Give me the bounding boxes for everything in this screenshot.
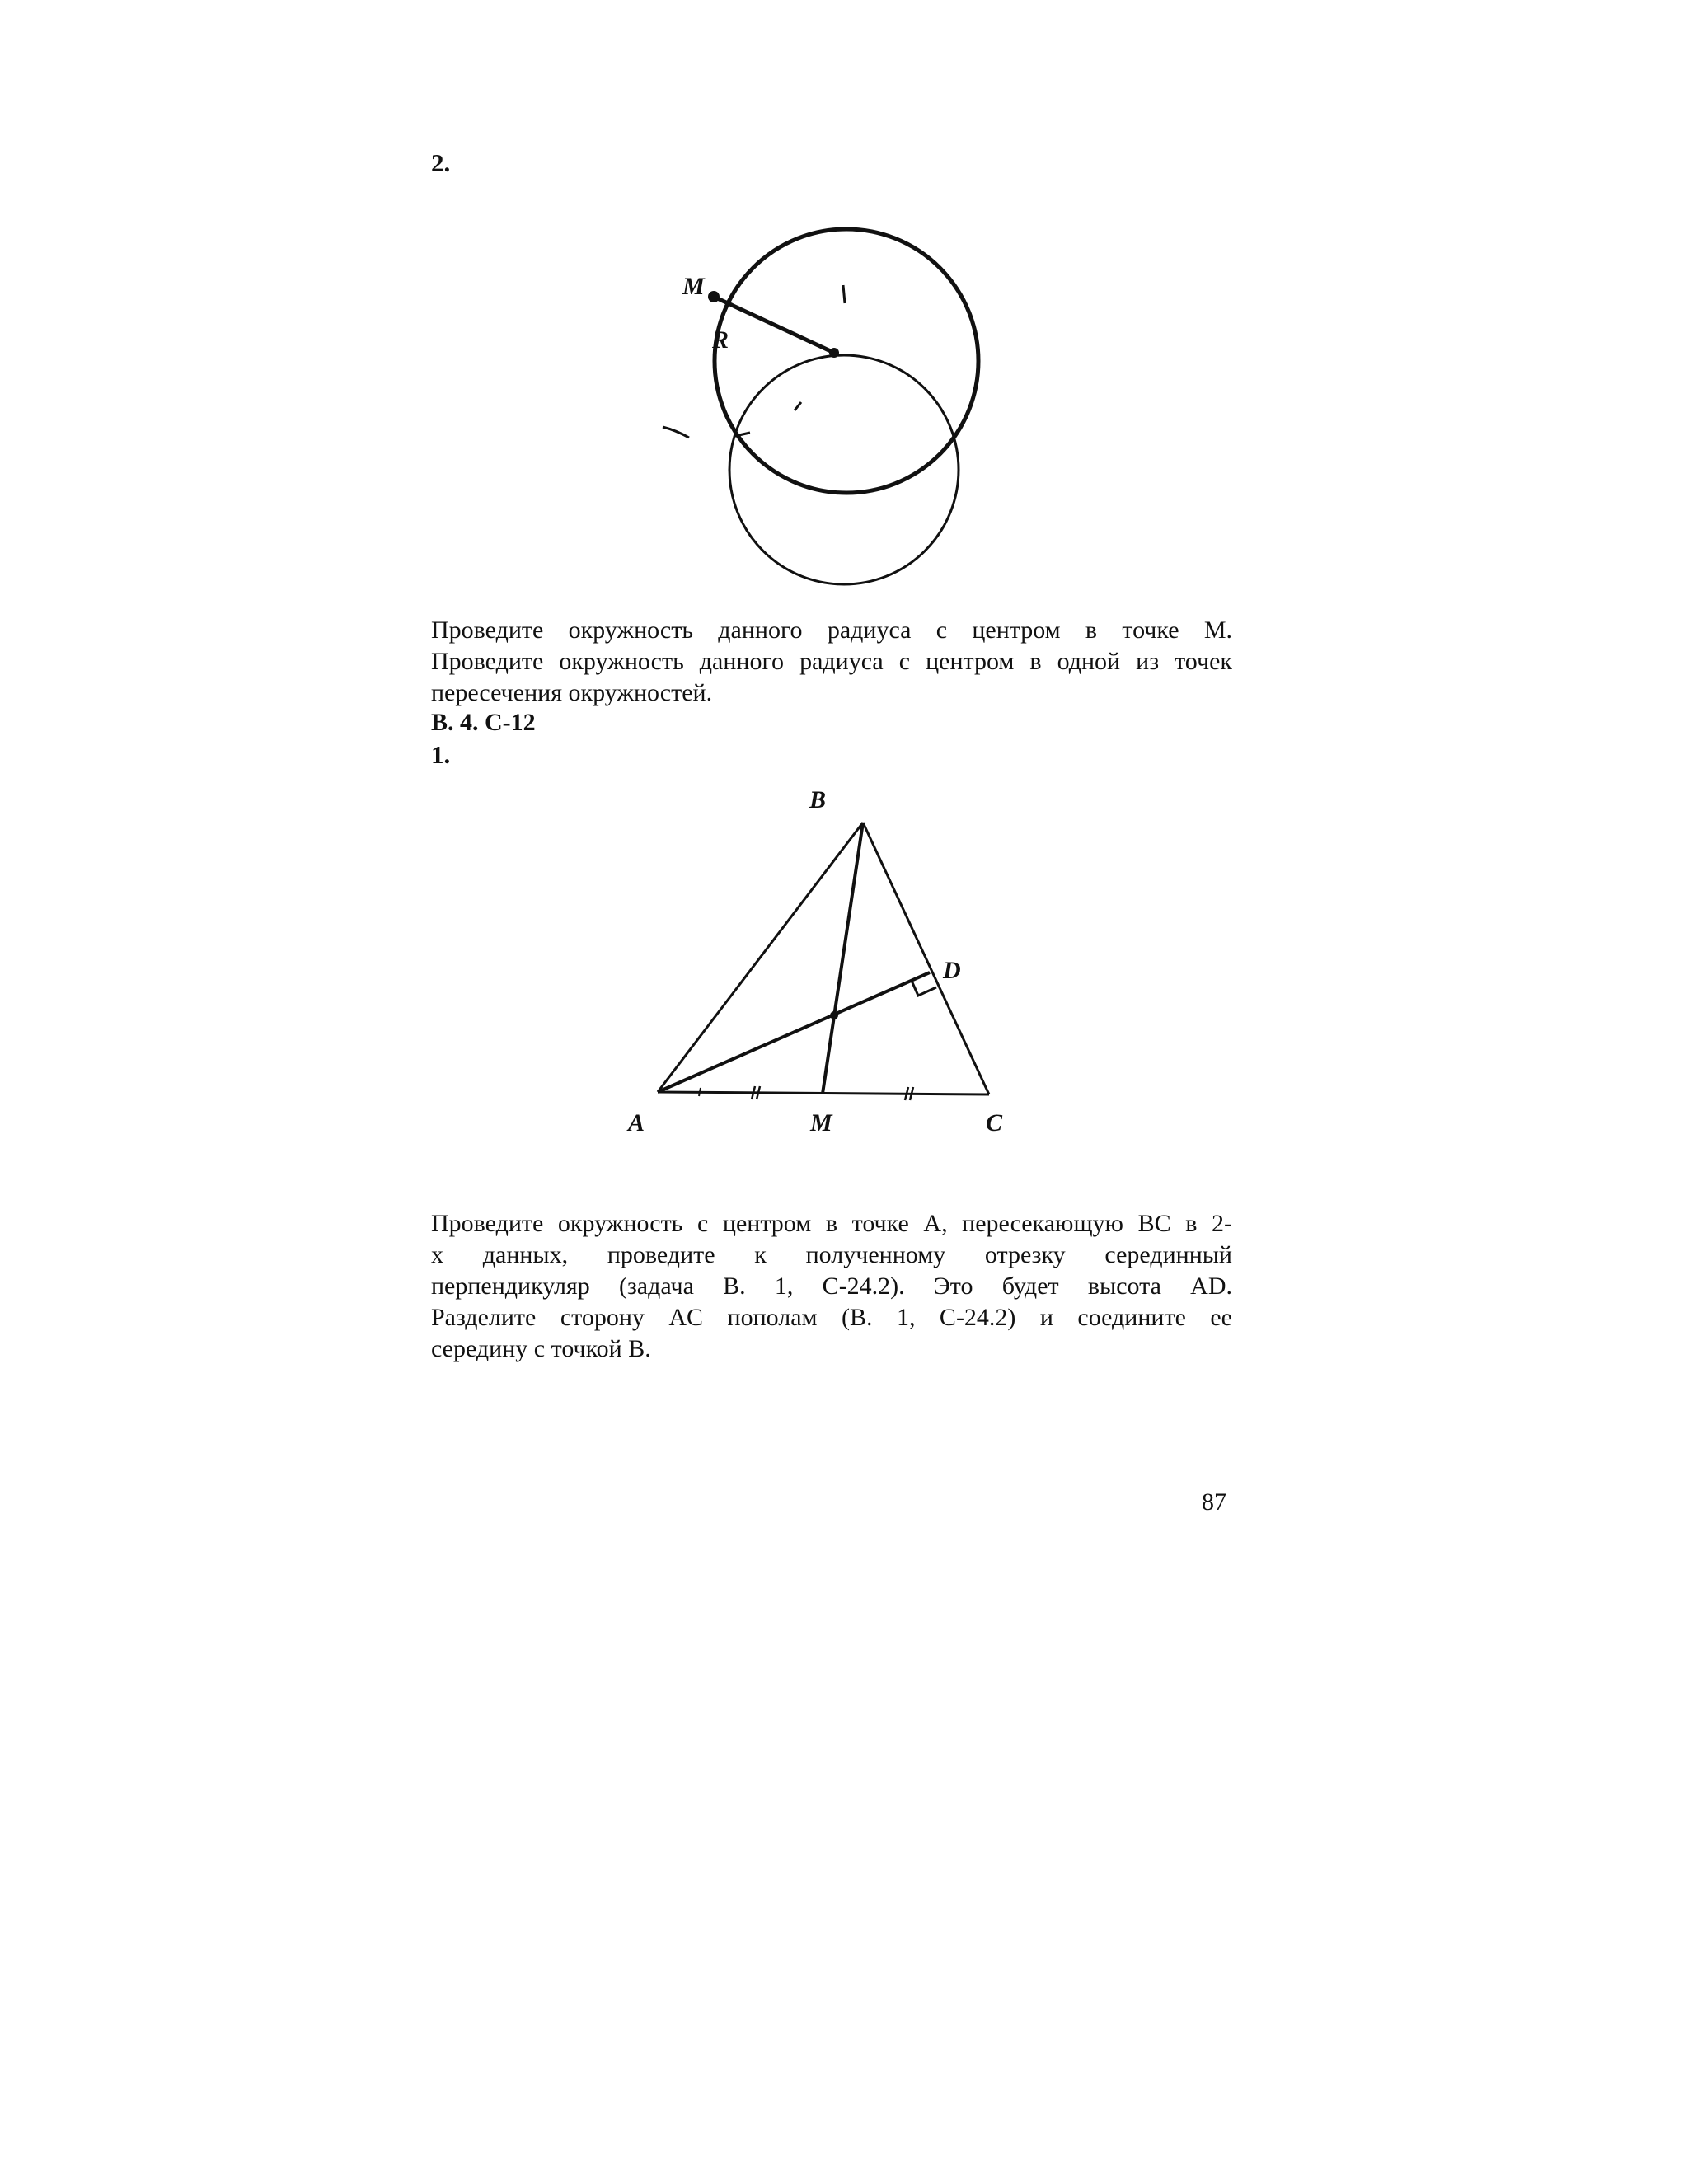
problem-2-line-3: пересечения окружностей. <box>431 679 713 706</box>
arc-mark-a <box>699 1088 701 1096</box>
label-m-triangle: M <box>810 1109 832 1137</box>
problem-1-line-3: перпендикуляр (задача В. 1, С-24.2). Это будет высота AD. <box>431 1272 1232 1300</box>
arc-mark-middle <box>795 402 801 410</box>
section-heading: В. 4. С-12 <box>431 709 536 736</box>
problem-1-line-4: Разделите сторону AC пополам (В. 1, С-24.2) и соедините ее <box>431 1304 1232 1331</box>
problem-1-number: 1. <box>431 740 451 769</box>
median-bm <box>823 823 863 1094</box>
intersection-point <box>830 1011 838 1019</box>
triangle-figure <box>610 775 1055 1154</box>
point-center <box>829 348 839 358</box>
label-c: C <box>986 1109 1003 1137</box>
label-r: R <box>712 326 729 354</box>
side-bc <box>863 823 989 1094</box>
given-circle <box>715 229 978 493</box>
label-a: A <box>628 1109 645 1137</box>
problem-1-line-2: х данных, проведите к полученному отрезку серединный <box>431 1241 1232 1268</box>
problem-2-text <box>431 615 1232 709</box>
problem-1-line-1: Проведите окружность с центром в точке A, пересекающую BC в 2- <box>431 1210 1232 1237</box>
circles-construction-figure <box>643 206 989 618</box>
problem-2-number: 2. <box>431 148 451 177</box>
page-number: 87 <box>1202 1488 1226 1516</box>
side-ab <box>658 823 863 1092</box>
label-b: B <box>809 786 827 813</box>
arc-mark-left <box>663 427 689 438</box>
problem-2-line-1: Проведите окружность данного радиуса с центром в точке M. <box>431 616 1232 644</box>
point-m <box>708 291 720 302</box>
right-angle-mark <box>912 981 936 996</box>
altitude-ad <box>658 972 930 1092</box>
problem-1-text <box>431 1208 1232 1365</box>
problem-1-line-5: середину с точкой B. <box>431 1335 651 1362</box>
problem-2-line-2: Проведите окружность данного радиуса с центром в одной из точек <box>431 648 1232 675</box>
radius-segment <box>714 297 834 353</box>
arc-mark-top <box>843 285 845 303</box>
label-m: M <box>682 273 705 300</box>
label-d: D <box>943 957 961 984</box>
